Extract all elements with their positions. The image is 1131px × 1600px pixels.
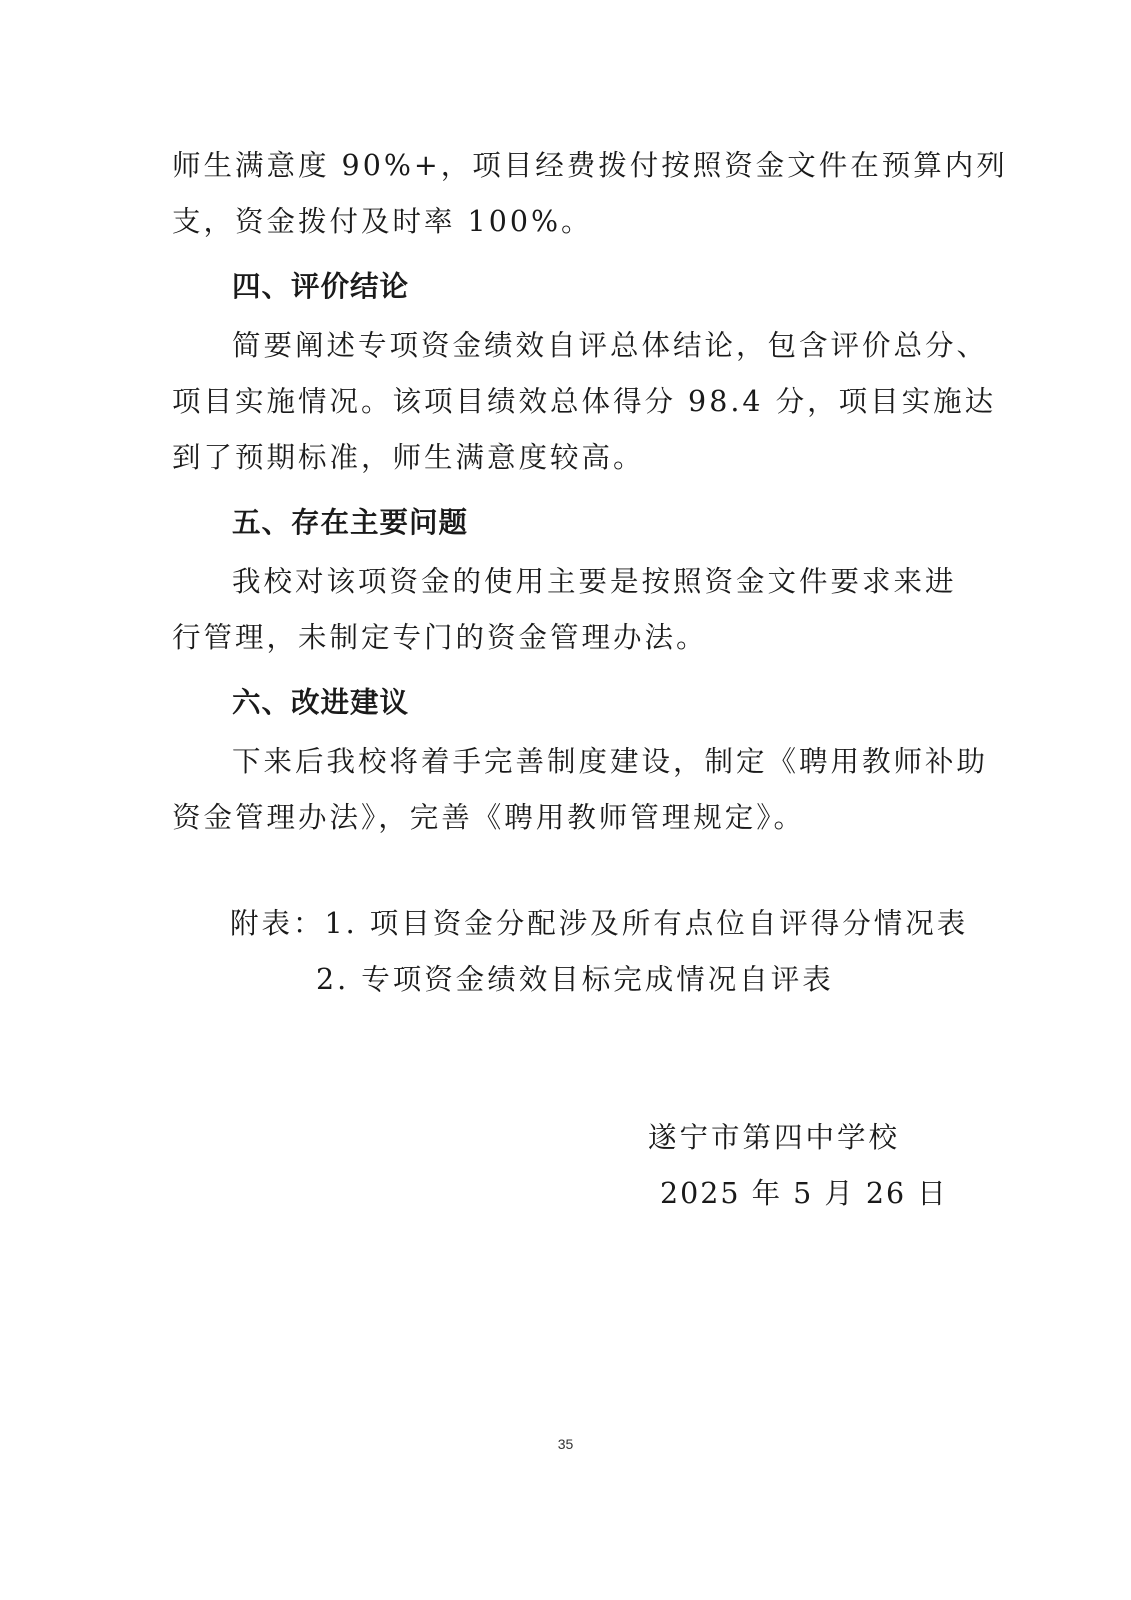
text-line: 资金管理办法》，完善《聘用教师管理规定》。 <box>172 801 806 834</box>
appendix-item-2: 2. 专项资金绩效目标完成情况自评表 <box>316 963 834 996</box>
document-body <box>172 138 1008 852</box>
text-line: 简要阐述专项资金绩效自评总体结论，包含评价总分、 <box>232 329 989 362</box>
text-line: 支，资金拨付及时率 100%。 <box>172 205 593 238</box>
appendix-item-1: 附表：1. 项目资金分配涉及所有点位自评得分情况表 <box>230 907 969 940</box>
page-number: 35 <box>557 1436 574 1452</box>
text-line: 项目实施情况。该项目绩效总体得分 98.4 分，项目实施达 <box>172 385 997 418</box>
text-line: 到了预期标准，师生满意度较高。 <box>172 441 645 474</box>
paragraph-problems <box>172 554 957 666</box>
section-heading-conclusion: 四、评价结论 <box>232 270 410 303</box>
appendix-list <box>230 896 968 1008</box>
paragraph-intro <box>172 138 1008 250</box>
paragraph-conclusion <box>172 318 997 486</box>
signature-org: 遂宁市第四中学校 <box>648 1121 901 1154</box>
paragraph-suggestions <box>172 734 989 846</box>
text-line: 我校对该项资金的使用主要是按照资金文件要求来进 <box>232 565 957 598</box>
text-line: 行管理，未制定专门的资金管理办法。 <box>172 621 708 654</box>
section-heading-problems: 五、存在主要问题 <box>232 506 469 539</box>
signature-date: 2025 年 5 月 26 日 <box>660 1177 948 1210</box>
section-heading-suggestions: 六、改进建议 <box>232 686 410 719</box>
text-line: 下来后我校将着手完善制度建设，制定《聘用教师补助 <box>232 745 989 778</box>
signature-block <box>648 1110 948 1222</box>
text-line: 师生满意度 90%+，项目经费拨付按照资金文件在预算内列 <box>172 149 1008 182</box>
